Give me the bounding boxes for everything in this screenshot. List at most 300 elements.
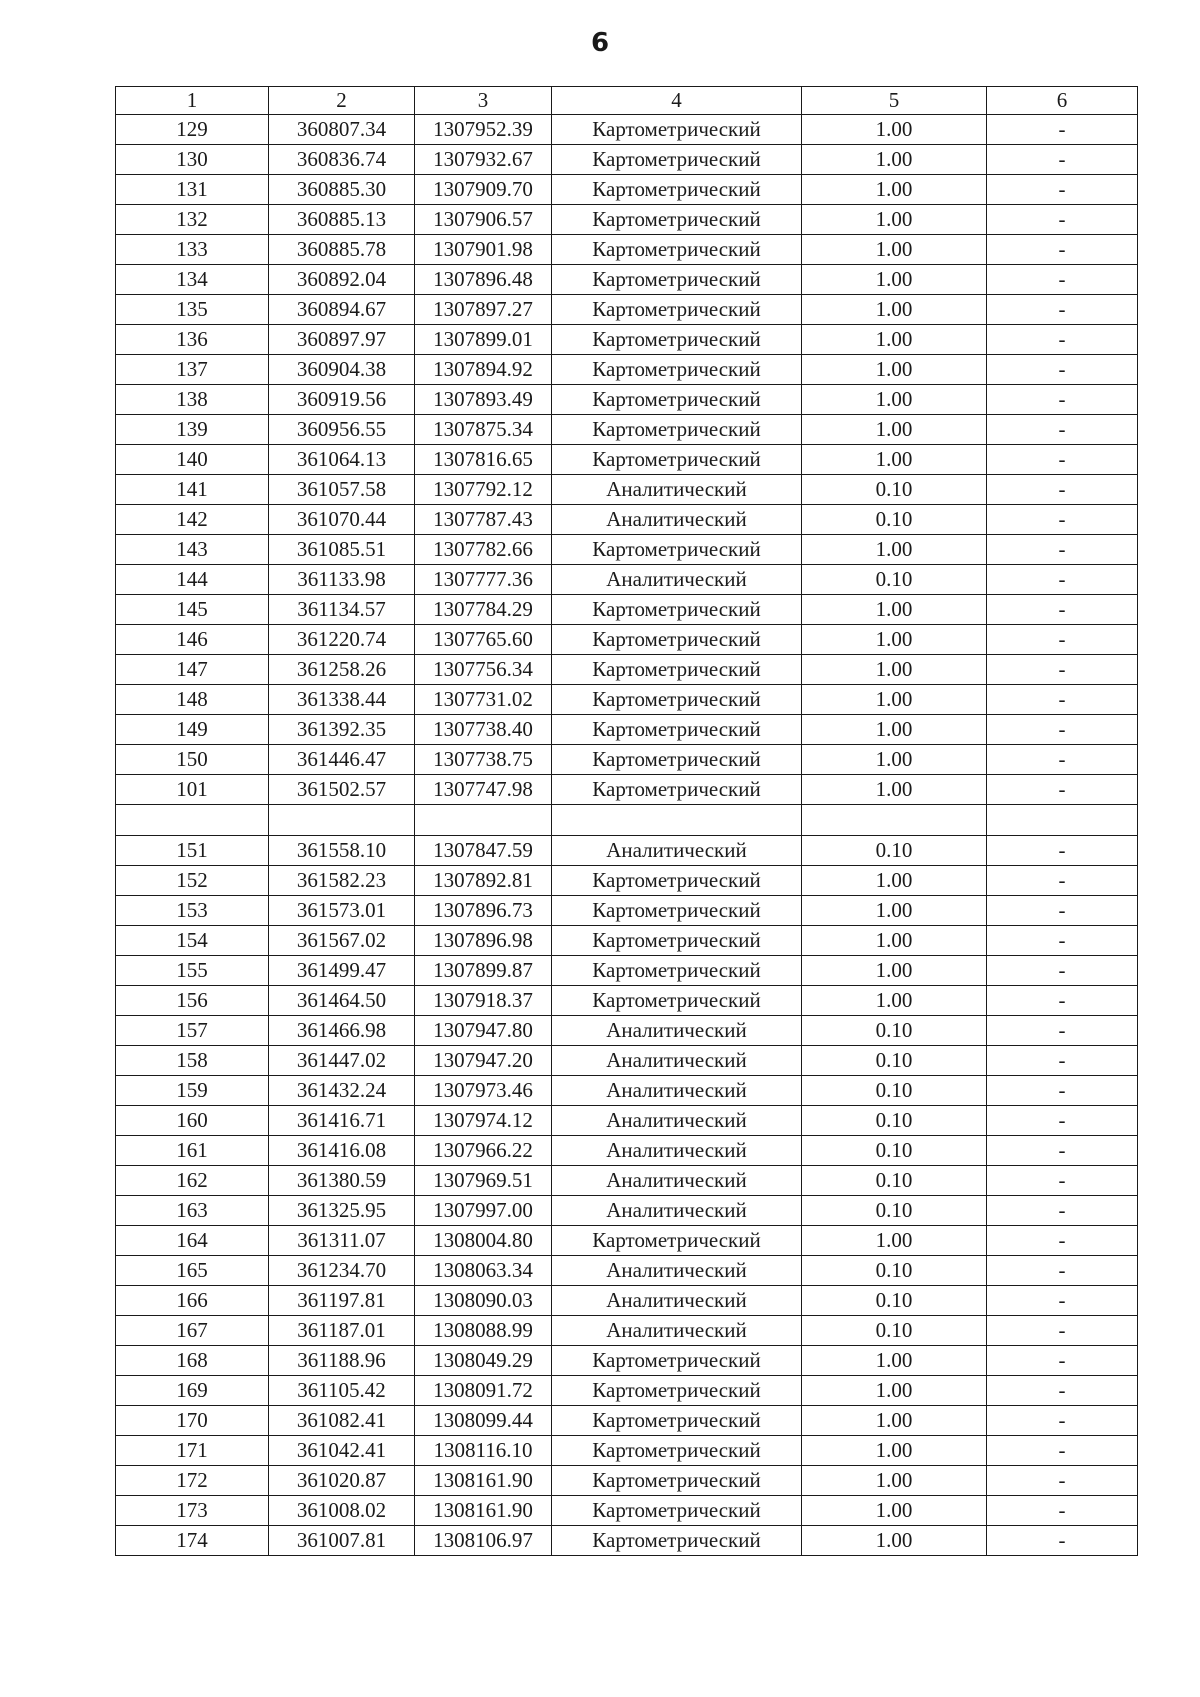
table-cell: - [987, 205, 1138, 235]
table-cell: 1307784.29 [415, 595, 552, 625]
table-cell: 360956.55 [269, 415, 415, 445]
table-cell: Аналитический [552, 1286, 802, 1316]
table-cell: 164 [116, 1226, 269, 1256]
table-cell: 152 [116, 866, 269, 896]
table-cell: 1308161.90 [415, 1466, 552, 1496]
table-cell: 1308106.97 [415, 1526, 552, 1556]
table-row [116, 1256, 1138, 1286]
table-cell: Картометрический [552, 265, 802, 295]
table-cell: 1.00 [802, 595, 987, 625]
table-cell: - [987, 625, 1138, 655]
table-row [116, 1316, 1138, 1346]
table-cell: 151 [116, 836, 269, 866]
table-cell: 1307947.80 [415, 1016, 552, 1046]
table-cell: - [987, 295, 1138, 325]
table-cell: 1.00 [802, 1526, 987, 1556]
table-cell: 1307901.98 [415, 235, 552, 265]
table-row [116, 175, 1138, 205]
table-cell: 1307899.87 [415, 956, 552, 986]
table-cell: 156 [116, 986, 269, 1016]
table-cell: 161 [116, 1136, 269, 1166]
table-cell: 1307897.27 [415, 295, 552, 325]
table-cell: Аналитический [552, 565, 802, 595]
table-cell: 361070.44 [269, 505, 415, 535]
table-cell: 360919.56 [269, 385, 415, 415]
table-cell: - [987, 986, 1138, 1016]
table-row [116, 565, 1138, 595]
table-cell: - [987, 896, 1138, 926]
table-cell: 1.00 [802, 745, 987, 775]
table-cell: - [987, 505, 1138, 535]
table-row [116, 956, 1138, 986]
table-cell: Картометрический [552, 235, 802, 265]
column-header: 3 [415, 87, 552, 115]
table-cell: 361573.01 [269, 896, 415, 926]
table-cell: 1.00 [802, 355, 987, 385]
table-cell: - [987, 655, 1138, 685]
table-cell: 1.00 [802, 115, 987, 145]
table-cell: 1.00 [802, 926, 987, 956]
table-cell: 361134.57 [269, 595, 415, 625]
table-cell: - [987, 1526, 1138, 1556]
table-row [116, 1196, 1138, 1226]
table-cell: 1307973.46 [415, 1076, 552, 1106]
table-cell: 361466.98 [269, 1016, 415, 1046]
table-cell: Картометрический [552, 625, 802, 655]
table-row [116, 1106, 1138, 1136]
table-cell: 130 [116, 145, 269, 175]
table-row [116, 1046, 1138, 1076]
table-cell: 360836.74 [269, 145, 415, 175]
table-cell: 1307896.48 [415, 265, 552, 295]
table-cell: - [987, 1286, 1138, 1316]
table-cell: Картометрический [552, 415, 802, 445]
table-cell: - [987, 956, 1138, 986]
table-cell: 361325.95 [269, 1196, 415, 1226]
table-cell: - [987, 1316, 1138, 1346]
table-cell: Картометрический [552, 715, 802, 745]
table-cell: - [987, 1496, 1138, 1526]
table-cell: 167 [116, 1316, 269, 1346]
table-cell: 361502.57 [269, 775, 415, 805]
table-cell: 1307896.98 [415, 926, 552, 956]
table-row [116, 505, 1138, 535]
table-cell: 360807.34 [269, 115, 415, 145]
table-cell: Картометрический [552, 1436, 802, 1466]
table-cell: Картометрический [552, 866, 802, 896]
table-cell: - [987, 385, 1138, 415]
table-cell: 1.00 [802, 145, 987, 175]
table-cell: 162 [116, 1166, 269, 1196]
table-cell: 361220.74 [269, 625, 415, 655]
table-cell: 169 [116, 1376, 269, 1406]
table-row [116, 1466, 1138, 1496]
table-cell: 144 [116, 565, 269, 595]
table-cell: 1307966.22 [415, 1136, 552, 1166]
table-cell: Картометрический [552, 775, 802, 805]
table-cell: 1.00 [802, 1376, 987, 1406]
table-cell: 150 [116, 745, 269, 775]
table-cell: Картометрический [552, 1376, 802, 1406]
table-cell: 361187.01 [269, 1316, 415, 1346]
table-cell: 1.00 [802, 415, 987, 445]
table-cell: 139 [116, 415, 269, 445]
table-cell: 361446.47 [269, 745, 415, 775]
table-cell [269, 805, 415, 836]
table-cell: 0.10 [802, 565, 987, 595]
column-header: 5 [802, 87, 987, 115]
table-cell: 361311.07 [269, 1226, 415, 1256]
table-cell: - [987, 1406, 1138, 1436]
table-row [116, 775, 1138, 805]
table-body [116, 115, 1138, 1556]
table-cell: 145 [116, 595, 269, 625]
table-cell: 1.00 [802, 715, 987, 745]
table-cell: 1.00 [802, 896, 987, 926]
table-cell: 1307896.73 [415, 896, 552, 926]
table-cell [552, 805, 802, 836]
table-cell: Картометрический [552, 1496, 802, 1526]
table-cell: Аналитический [552, 1166, 802, 1196]
table-cell: 173 [116, 1496, 269, 1526]
table-cell: 1.00 [802, 1226, 987, 1256]
table-cell: 148 [116, 685, 269, 715]
table-cell: Картометрический [552, 896, 802, 926]
table-cell: 1.00 [802, 655, 987, 685]
table-cell: 1307894.92 [415, 355, 552, 385]
table-row [116, 325, 1138, 355]
table-cell: 1.00 [802, 1406, 987, 1436]
column-header: 6 [987, 87, 1138, 115]
table-cell: 1307892.81 [415, 866, 552, 896]
table-cell: 172 [116, 1466, 269, 1496]
table-cell: 0.10 [802, 1166, 987, 1196]
table-cell: 361020.87 [269, 1466, 415, 1496]
table-cell: 157 [116, 1016, 269, 1046]
table-row [116, 655, 1138, 685]
table-cell: 361007.81 [269, 1526, 415, 1556]
table-cell: 361392.35 [269, 715, 415, 745]
table-cell: 158 [116, 1046, 269, 1076]
table-cell: Аналитический [552, 836, 802, 866]
table-cell: - [987, 745, 1138, 775]
table-cell: 1307909.70 [415, 175, 552, 205]
table-cell: 360892.04 [269, 265, 415, 295]
table-cell: 159 [116, 1076, 269, 1106]
table-cell: - [987, 1346, 1138, 1376]
table-cell: 155 [116, 956, 269, 986]
table-cell: - [987, 1196, 1138, 1226]
table-cell: Картометрический [552, 115, 802, 145]
table-cell: 149 [116, 715, 269, 745]
table-row [116, 415, 1138, 445]
table-cell: 1307947.20 [415, 1046, 552, 1076]
table-cell: 360894.67 [269, 295, 415, 325]
table-cell [987, 805, 1138, 836]
table-cell: 361234.70 [269, 1256, 415, 1286]
table-cell: 361258.26 [269, 655, 415, 685]
table-cell: 1.00 [802, 625, 987, 655]
table-cell: 361082.41 [269, 1406, 415, 1436]
table-cell: 1.00 [802, 956, 987, 986]
table-cell: Аналитический [552, 1106, 802, 1136]
table-cell: Картометрический [552, 145, 802, 175]
table-cell: 1307918.37 [415, 986, 552, 1016]
table-cell: Картометрический [552, 295, 802, 325]
table-cell: 1307932.67 [415, 145, 552, 175]
table-cell: Аналитический [552, 1076, 802, 1106]
table-row [116, 385, 1138, 415]
table-row [116, 445, 1138, 475]
table-cell: 1308090.03 [415, 1286, 552, 1316]
table-cell: 160 [116, 1106, 269, 1136]
table-cell: 1.00 [802, 385, 987, 415]
table-cell: Картометрический [552, 535, 802, 565]
table-cell: 0.10 [802, 836, 987, 866]
table-cell: - [987, 265, 1138, 295]
table-cell: Картометрический [552, 355, 802, 385]
table-cell: 1.00 [802, 775, 987, 805]
table-cell: 1.00 [802, 175, 987, 205]
table-cell: 141 [116, 475, 269, 505]
table-cell: 0.10 [802, 1316, 987, 1346]
table-cell: - [987, 1076, 1138, 1106]
table-cell: - [987, 775, 1138, 805]
table-cell: 1.00 [802, 866, 987, 896]
table-cell: 360885.30 [269, 175, 415, 205]
table-cell: 168 [116, 1346, 269, 1376]
table-cell: 0.10 [802, 1046, 987, 1076]
table-cell [415, 805, 552, 836]
table-cell: 1307816.65 [415, 445, 552, 475]
table-cell: 1308004.80 [415, 1226, 552, 1256]
table-cell: 147 [116, 655, 269, 685]
column-header: 2 [269, 87, 415, 115]
table-cell: - [987, 445, 1138, 475]
table-cell: - [987, 1466, 1138, 1496]
table-cell: Аналитический [552, 475, 802, 505]
table-cell: - [987, 235, 1138, 265]
table-cell: Картометрический [552, 745, 802, 775]
table-cell: Картометрический [552, 956, 802, 986]
table-row [116, 625, 1138, 655]
column-header: 1 [116, 87, 269, 115]
table-cell: 138 [116, 385, 269, 415]
table-cell: 1307847.59 [415, 836, 552, 866]
table-cell: 1307782.66 [415, 535, 552, 565]
table-cell: 1308088.99 [415, 1316, 552, 1346]
table-cell: 360885.78 [269, 235, 415, 265]
table-cell: - [987, 1226, 1138, 1256]
page-number: 6 [590, 28, 610, 58]
table-row [116, 1406, 1138, 1436]
table-cell: - [987, 175, 1138, 205]
table-cell: Аналитический [552, 505, 802, 535]
table-cell: 361064.13 [269, 445, 415, 475]
table-row [116, 145, 1138, 175]
table-cell: 1307899.01 [415, 325, 552, 355]
table-row [116, 295, 1138, 325]
table-cell: Картометрический [552, 205, 802, 235]
table-row [116, 595, 1138, 625]
table-cell: 1.00 [802, 1496, 987, 1526]
table-cell: 163 [116, 1196, 269, 1226]
table-cell: 140 [116, 445, 269, 475]
table-cell: 154 [116, 926, 269, 956]
table-cell: - [987, 1106, 1138, 1136]
table-cell: - [987, 475, 1138, 505]
table-cell: Картометрический [552, 1226, 802, 1256]
table-cell: 1307906.57 [415, 205, 552, 235]
table-cell: 1307738.75 [415, 745, 552, 775]
table-cell: - [987, 1016, 1138, 1046]
table-cell: Аналитический [552, 1316, 802, 1346]
table-cell: 0.10 [802, 475, 987, 505]
table-cell: Картометрический [552, 1526, 802, 1556]
table-cell: 1.00 [802, 1436, 987, 1466]
table-cell: - [987, 1136, 1138, 1166]
table-cell: Картометрический [552, 926, 802, 956]
table-row [116, 1286, 1138, 1316]
table-cell: - [987, 415, 1138, 445]
table-cell: 1307731.02 [415, 685, 552, 715]
table-cell: 361558.10 [269, 836, 415, 866]
table-cell: 361380.59 [269, 1166, 415, 1196]
table-cell: Картометрический [552, 325, 802, 355]
table-cell: - [987, 1256, 1138, 1286]
table-cell: 0.10 [802, 1256, 987, 1286]
table-row [116, 986, 1138, 1016]
table-cell: 1308049.29 [415, 1346, 552, 1376]
table-cell: 101 [116, 775, 269, 805]
table-cell: 1307875.34 [415, 415, 552, 445]
table-cell: - [987, 535, 1138, 565]
table-cell: - [987, 1376, 1138, 1406]
table-row [116, 115, 1138, 145]
table-cell: 360885.13 [269, 205, 415, 235]
table-cell: Картометрический [552, 655, 802, 685]
table-row [116, 355, 1138, 385]
table-cell: 1307792.12 [415, 475, 552, 505]
table-row [116, 926, 1138, 956]
table-row [116, 265, 1138, 295]
table-row [116, 205, 1138, 235]
table-cell: 361416.08 [269, 1136, 415, 1166]
table-cell: 361432.24 [269, 1076, 415, 1106]
table-cell: 1308099.44 [415, 1406, 552, 1436]
table-row [116, 836, 1138, 866]
table-cell: 361464.50 [269, 986, 415, 1016]
table-cell: - [987, 115, 1138, 145]
table-cell: 1.00 [802, 445, 987, 475]
table-cell: 360897.97 [269, 325, 415, 355]
table-cell: 0.10 [802, 1136, 987, 1166]
table-cell: 136 [116, 325, 269, 355]
table-cell: 1.00 [802, 1466, 987, 1496]
table-cell: 361197.81 [269, 1286, 415, 1316]
table-cell: 0.10 [802, 1076, 987, 1106]
table-cell: 360904.38 [269, 355, 415, 385]
table-row [116, 1496, 1138, 1526]
table-cell: Картометрический [552, 1346, 802, 1376]
table-cell: 1307777.36 [415, 565, 552, 595]
table-cell: - [987, 325, 1138, 355]
table-cell [802, 805, 987, 836]
table-row [116, 535, 1138, 565]
table-cell: Аналитический [552, 1016, 802, 1046]
table-cell: 0.10 [802, 1106, 987, 1136]
table-cell [116, 805, 269, 836]
table-cell: 1307787.43 [415, 505, 552, 535]
table-cell: Картометрический [552, 385, 802, 415]
table-row [116, 475, 1138, 505]
column-header: 4 [552, 87, 802, 115]
table-row [116, 1166, 1138, 1196]
table-cell: - [987, 685, 1138, 715]
table-cell: 1307893.49 [415, 385, 552, 415]
table-cell: 0.10 [802, 1016, 987, 1046]
table-cell: 1.00 [802, 535, 987, 565]
table-row [116, 1136, 1138, 1166]
table-cell: 142 [116, 505, 269, 535]
table-row [116, 866, 1138, 896]
table-cell: Картометрический [552, 1466, 802, 1496]
table-cell: - [987, 836, 1138, 866]
table-cell: 361105.42 [269, 1376, 415, 1406]
table-cell: Картометрический [552, 685, 802, 715]
table-cell: 361499.47 [269, 956, 415, 986]
table-cell: 361085.51 [269, 535, 415, 565]
table-cell: 1.00 [802, 685, 987, 715]
coordinates-table [115, 86, 1138, 1556]
table-cell: 361042.41 [269, 1436, 415, 1466]
table-cell: 133 [116, 235, 269, 265]
table-cell: - [987, 595, 1138, 625]
table-cell: 174 [116, 1526, 269, 1556]
table-cell: 134 [116, 265, 269, 295]
table-cell: - [987, 1436, 1138, 1466]
table-cell: 1307952.39 [415, 115, 552, 145]
table-cell: 361582.23 [269, 866, 415, 896]
table-cell: 1.00 [802, 295, 987, 325]
table-cell: - [987, 866, 1138, 896]
table-cell: 170 [116, 1406, 269, 1436]
table-cell: 1308116.10 [415, 1436, 552, 1466]
table-row [116, 715, 1138, 745]
table-row [116, 1076, 1138, 1106]
table-cell: 1.00 [802, 235, 987, 265]
table-cell: 132 [116, 205, 269, 235]
table-cell: - [987, 715, 1138, 745]
table-cell: 1307747.98 [415, 775, 552, 805]
table-cell: Картометрический [552, 1406, 802, 1436]
table-row [116, 235, 1138, 265]
table-cell: 143 [116, 535, 269, 565]
table-cell: 1.00 [802, 205, 987, 235]
table-cell: 135 [116, 295, 269, 325]
table-row [116, 1526, 1138, 1556]
table-cell: 1307997.00 [415, 1196, 552, 1226]
table-cell: - [987, 565, 1138, 595]
table-row [116, 685, 1138, 715]
table-cell: 0.10 [802, 1286, 987, 1316]
table-cell: 361188.96 [269, 1346, 415, 1376]
table-cell: 1307969.51 [415, 1166, 552, 1196]
table-cell: 1.00 [802, 325, 987, 355]
table-cell: 171 [116, 1436, 269, 1466]
table-cell: 165 [116, 1256, 269, 1286]
table-cell: Аналитический [552, 1256, 802, 1286]
